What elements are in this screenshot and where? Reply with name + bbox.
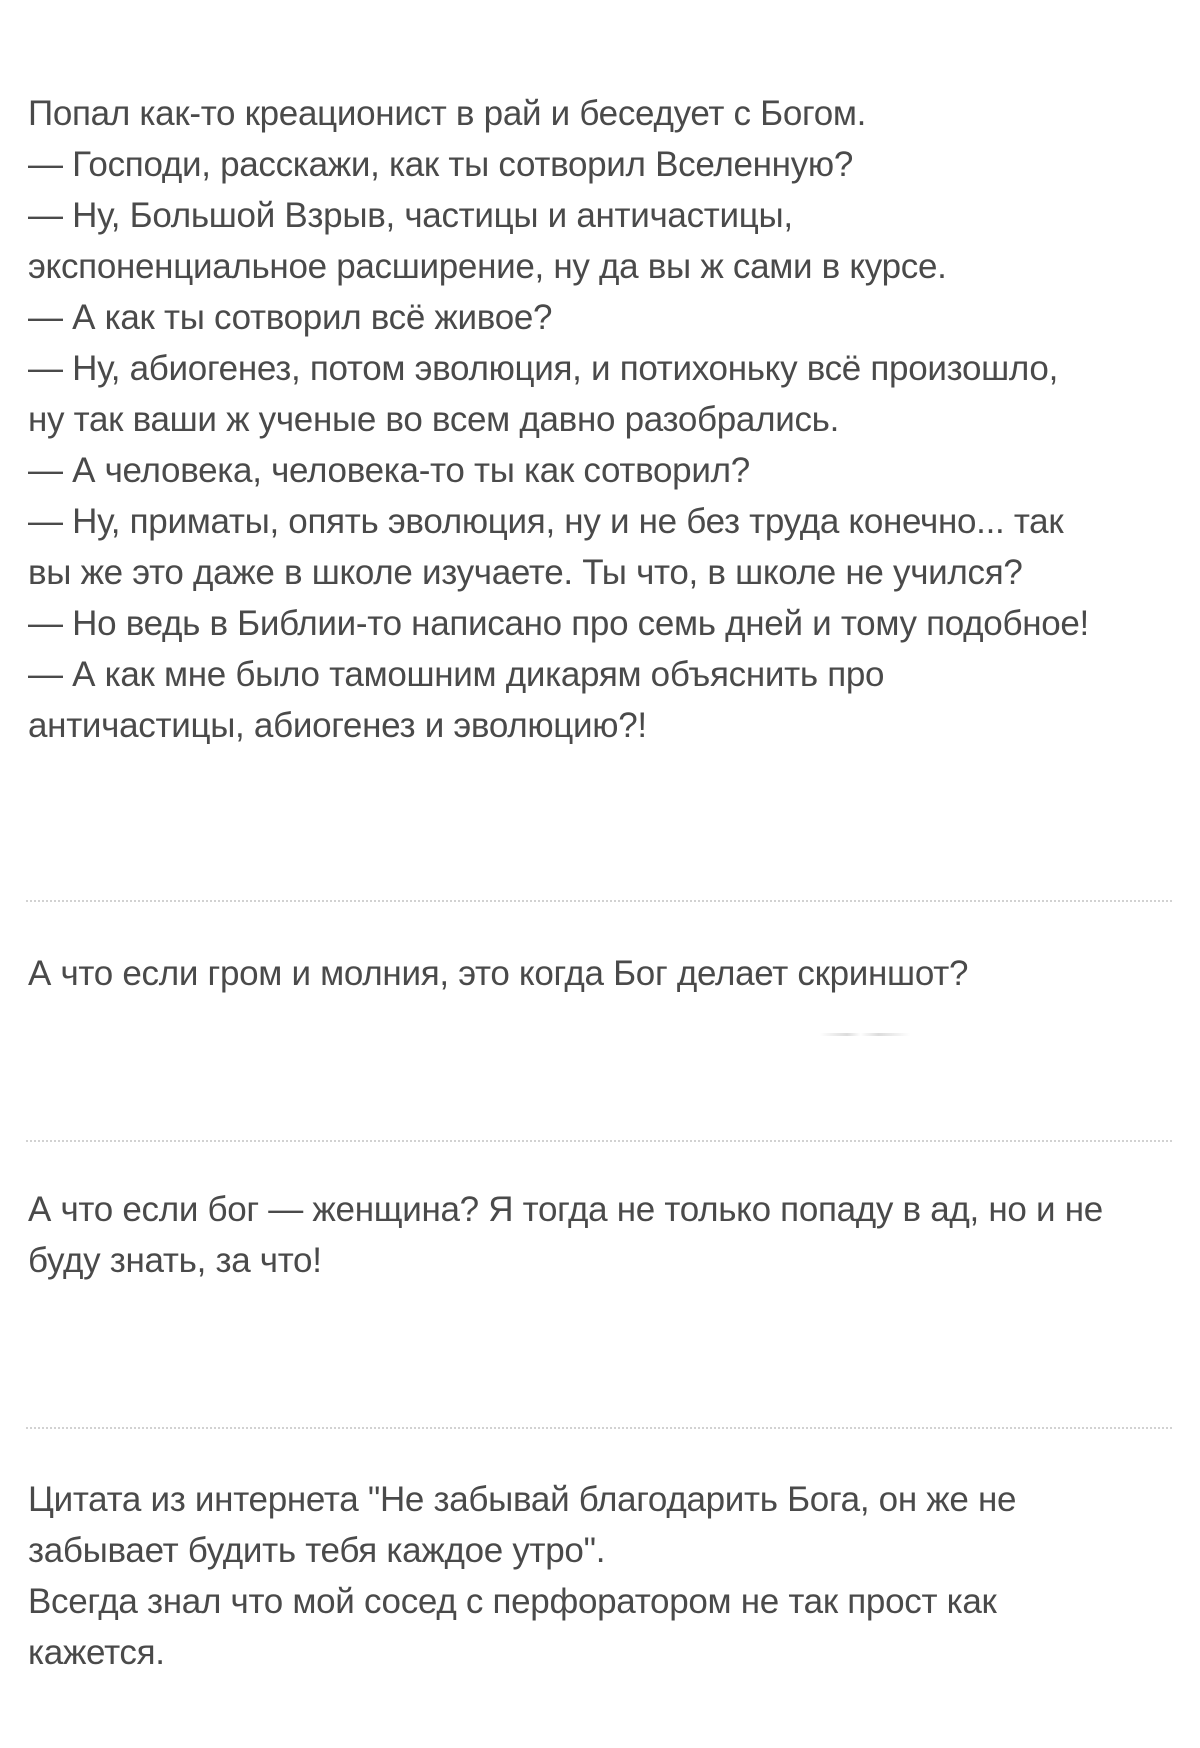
- dotted-divider: [26, 900, 1172, 902]
- joke-text-line: Цитата из интернета "Не забывай благодарить Бога, он же не: [28, 1480, 1017, 1519]
- joke-text-line: буду знать, за что!: [28, 1241, 322, 1280]
- joke-text-line: кажется.: [28, 1633, 165, 1672]
- joke-text-line: забывает будить тебя каждое утро".: [28, 1531, 606, 1570]
- joke-text-line: вы же это даже в школе изучаете. Ты что, в школе не учился?: [28, 553, 1023, 592]
- joke-text-line: античастицы, абиогенез и эволюцию?!: [28, 706, 647, 745]
- dotted-divider: [26, 1140, 1172, 1142]
- joke-text-line: А что если бог — женщина? Я тогда не только попаду в ад, но и не: [28, 1190, 1103, 1229]
- joke-text-line: — А человека, человека-то ты как сотворил?: [28, 451, 750, 490]
- dotted-divider: [26, 1427, 1172, 1429]
- faint-mark: [820, 1033, 910, 1036]
- joke-text-line: — А как мне было тамошним дикарям объяснить про: [28, 655, 885, 694]
- joke-text-line: Попал как-то креационист в рай и беседует с Богом.: [28, 94, 867, 133]
- joke-post-neighbor-drill: [28, 1474, 1178, 1678]
- joke-text-line: экспоненциальное расширение, ну да вы ж сами в курсе.: [28, 247, 947, 286]
- joke-text-line: — Но ведь в Библии-то написано про семь дней и тому подобное!: [28, 604, 1089, 643]
- joke-text-line: — А как ты сотворил всё живое?: [28, 298, 553, 337]
- joke-text-line: — Ну, абиогенез, потом эволюция, и потихоньку всё произошло,: [28, 349, 1059, 388]
- joke-text-line: Всегда знал что мой сосед с перфоратором не так прост как: [28, 1582, 997, 1621]
- joke-text-line: — Ну, приматы, опять эволюция, ну и не без труда конечно... так: [28, 502, 1064, 541]
- joke-text-line: — Господи, расскажи, как ты сотворил Вселенную?: [28, 145, 854, 184]
- joke-text-line: — Ну, Большой Взрыв, частицы и античастицы,: [28, 196, 793, 235]
- joke-post-creationist: [28, 88, 1178, 751]
- joke-post-god-woman: [28, 1184, 1178, 1286]
- joke-post-thunder: [28, 948, 1178, 999]
- joke-text-line: ну так ваши ж ученые во всем давно разобрались.: [28, 400, 840, 439]
- joke-text-line: А что если гром и молния, это когда Бог делает скриншот?: [28, 954, 969, 993]
